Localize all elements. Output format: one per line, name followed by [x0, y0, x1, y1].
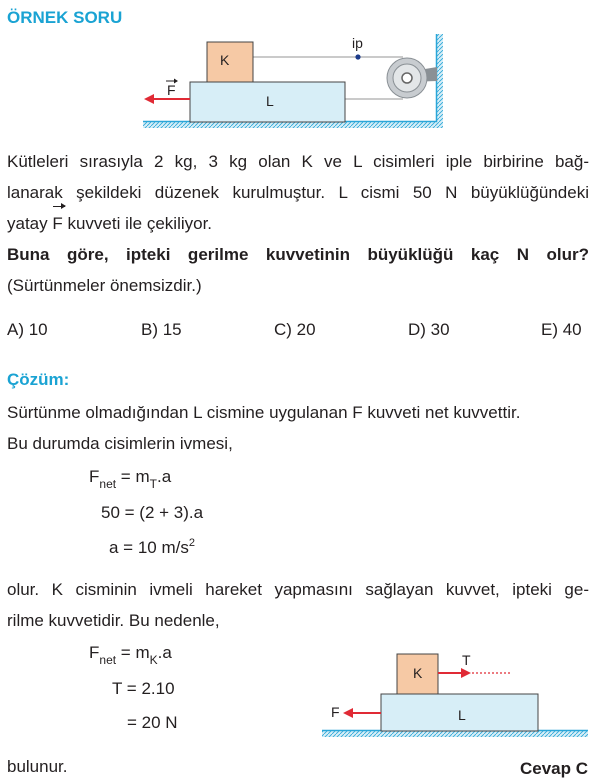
rope-point [355, 54, 360, 59]
force-arrow-head [144, 94, 154, 104]
eq1-rest: .a [156, 467, 172, 486]
block-k-label: K [220, 52, 230, 68]
tension-label: T [462, 652, 471, 668]
solution-heading: Çözüm: [7, 370, 70, 389]
eq1-f: F [89, 467, 100, 486]
ground-surface-2 [322, 731, 588, 737]
solution-line-2: Bu durumda cisimlerin ivmesi, [7, 434, 233, 453]
eq4-rest: .a [157, 643, 172, 662]
option-a[interactable]: A) 10 [7, 320, 48, 339]
block-l-label-2: L [458, 707, 466, 723]
solution-line-1: Sürtünme olmadığından L cismine uygulanan F kuvveti net kuvvettir. [7, 403, 521, 422]
force-arrow-head-2 [343, 708, 353, 718]
eq1-m-sub: T [149, 477, 157, 491]
equation-5: T = 2.10 [112, 679, 175, 698]
force-label-2: F [331, 704, 340, 720]
rope-label: ip [352, 35, 363, 51]
solution-figure [320, 650, 590, 745]
answer-label: Cevap C [519, 759, 588, 778]
eq4-m-sub: K [149, 653, 158, 667]
solution-line-4: rilme kuvvetidir. Bu nedenle, [7, 611, 220, 630]
pulley-axle [402, 73, 412, 83]
eq3-sup: 2 [188, 537, 195, 549]
block-l-label: L [266, 93, 274, 109]
eq4-f: F [89, 643, 100, 662]
block-k [207, 42, 253, 82]
block-k-label-2: K [413, 665, 423, 681]
solution-final-word: bulunur. [7, 757, 68, 776]
question-line-2: lanarak şekildeki düzenek kurulmuştur. L cismi 50 N büyüklüğündeki [7, 183, 589, 202]
eq4-m: = m [116, 643, 150, 662]
force-label: F [167, 82, 176, 98]
question-line-3 [7, 208, 589, 239]
option-c[interactable]: C) 20 [274, 320, 316, 339]
option-d[interactable]: D) 30 [408, 320, 450, 339]
option-b[interactable]: B) 15 [141, 320, 182, 339]
ground-surface [143, 122, 443, 128]
tension-arrow-head [461, 668, 471, 678]
question-line-3-start: yatay [7, 214, 53, 233]
question-line-1: Kütleleri sırasıyla 2 kg, 3 kg olan K ve L cisimleri iple birbirine bağ- [7, 152, 589, 171]
equation-3 [109, 538, 195, 558]
option-e[interactable]: E) 40 [541, 320, 582, 339]
equation-6: = 20 N [127, 713, 178, 732]
equation-2: 50 = (2 + 3).a [101, 503, 204, 522]
question-note: (Sürtünmeler önemsizdir.) [7, 276, 202, 295]
equation-1 [89, 467, 172, 491]
question-prompt: Buna göre, ipteki gerilme kuvvetinin büyüklüğü kaç N olur? [7, 245, 589, 264]
eq1-m: = m [116, 467, 150, 486]
solution-line-3: olur. K cisminin ivmeli hareket yapmasını sağlayan kuvvet, ipteki ge- [7, 580, 589, 599]
eq1-f-sub: net [99, 477, 117, 491]
wall [437, 34, 443, 124]
eq3-base: a = 10 m/s [109, 538, 189, 557]
page-heading: ÖRNEK SORU [7, 8, 123, 27]
force-vector-symbol: F [52, 208, 62, 239]
equation-4 [89, 643, 172, 667]
question-line-3-end: kuvveti ile çekiliyor. [62, 214, 213, 233]
question-figure [135, 30, 450, 132]
eq4-f-sub: net [99, 653, 117, 667]
